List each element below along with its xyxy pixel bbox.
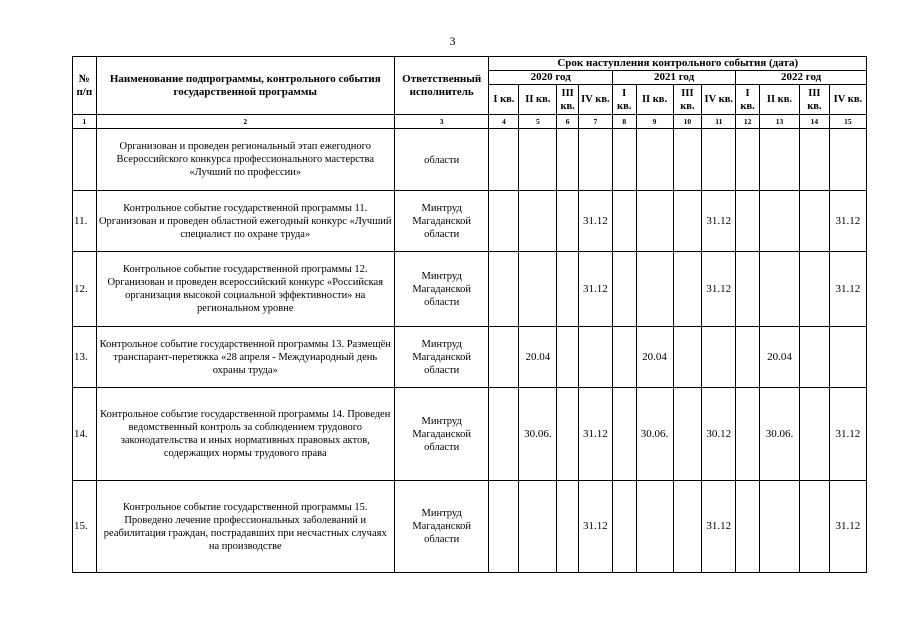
row-number: 11.: [73, 191, 97, 252]
quarter-date-cell: [736, 327, 760, 388]
quarter-date-cell: [519, 129, 557, 191]
column-number: 1: [73, 115, 97, 129]
quarter-date-cell: [759, 191, 799, 252]
quarter-date-cell: 31.12: [578, 191, 612, 252]
quarter-date-cell: [799, 388, 829, 481]
quarter-date-cell: 31.12: [829, 481, 866, 573]
row-number: 15.: [73, 481, 97, 573]
column-numbers-row: [73, 115, 867, 129]
quarter-date-cell: [673, 252, 702, 327]
quarter-date-cell: [519, 252, 557, 327]
quarter-date-cell: [736, 481, 760, 573]
event-name: Контрольное событие государственной программы 11. Организован и проведен областной ежегодный конкурс «Лучший специалист по охране труда»: [96, 191, 394, 252]
quarter-date-cell: [736, 252, 760, 327]
quarter-date-cell: 20.04: [636, 327, 673, 388]
header-quarter: II кв.: [636, 85, 673, 115]
event-name: Контрольное событие государственной программы 14. Проведен ведомственный контроль за соблюдением трудового законодательства и иных нормативных правовых актов, содержащих нормы трудового права: [96, 388, 394, 481]
quarter-date-cell: [557, 327, 579, 388]
column-number: 13: [759, 115, 799, 129]
header-quarter: I кв.: [489, 85, 519, 115]
column-number: 14: [799, 115, 829, 129]
control-events-table: [72, 56, 867, 573]
quarter-date-cell: 30.06.: [636, 388, 673, 481]
header-quarter: III кв.: [557, 85, 579, 115]
column-number: 10: [673, 115, 702, 129]
responsible-executor: Минтруд Магаданской области: [394, 481, 489, 573]
quarter-date-cell: [702, 327, 736, 388]
responsible-executor: Минтруд Магаданской области: [394, 388, 489, 481]
quarter-date-cell: 31.12: [702, 252, 736, 327]
quarter-date-cell: [489, 327, 519, 388]
header-year-2020: 2020 год: [489, 71, 612, 85]
quarter-date-cell: [799, 252, 829, 327]
quarter-date-cell: [702, 129, 736, 191]
table-row: [73, 129, 867, 191]
quarter-date-cell: 30.06.: [759, 388, 799, 481]
header-quarter: II кв.: [759, 85, 799, 115]
column-number: 9: [636, 115, 673, 129]
quarter-date-cell: [759, 129, 799, 191]
quarter-date-cell: [557, 388, 579, 481]
column-number: 12: [736, 115, 760, 129]
column-number: 11: [702, 115, 736, 129]
responsible-executor: области: [394, 129, 489, 191]
quarter-date-cell: 31.12: [702, 191, 736, 252]
quarter-date-cell: [578, 327, 612, 388]
table-row: [73, 191, 867, 252]
header-quarter: III кв.: [673, 85, 702, 115]
quarter-date-cell: [578, 129, 612, 191]
column-number: 7: [578, 115, 612, 129]
responsible-executor: Минтруд Магаданской области: [394, 252, 489, 327]
table-row: [73, 481, 867, 573]
header-quarter: IV кв.: [829, 85, 866, 115]
column-number: 3: [394, 115, 489, 129]
quarter-date-cell: 31.12: [829, 388, 866, 481]
column-number: 8: [612, 115, 636, 129]
quarter-date-cell: [799, 129, 829, 191]
quarter-date-cell: [612, 129, 636, 191]
row-number: [73, 129, 97, 191]
quarter-date-cell: 31.12: [578, 388, 612, 481]
quarter-date-cell: [489, 252, 519, 327]
quarter-date-cell: [557, 481, 579, 573]
header-quarter: IV кв.: [578, 85, 612, 115]
column-number: 4: [489, 115, 519, 129]
quarter-date-cell: [489, 191, 519, 252]
header-no: № п/п: [73, 57, 97, 115]
header-year-2021: 2021 год: [612, 71, 735, 85]
quarter-date-cell: [799, 327, 829, 388]
header-year-2022: 2022 год: [736, 71, 867, 85]
column-number: 6: [557, 115, 579, 129]
quarter-date-cell: [673, 191, 702, 252]
responsible-executor: Минтруд Магаданской области: [394, 191, 489, 252]
header-quarter: I кв.: [736, 85, 760, 115]
header-quarter: I кв.: [612, 85, 636, 115]
header-responsible: Ответственный исполнитель: [394, 57, 489, 115]
quarter-date-cell: [612, 388, 636, 481]
page-number: 3: [449, 34, 456, 48]
row-number: 14.: [73, 388, 97, 481]
row-number: 13.: [73, 327, 97, 388]
quarter-date-cell: [636, 129, 673, 191]
quarter-date-cell: [736, 129, 760, 191]
quarter-date-cell: 30.06.: [519, 388, 557, 481]
quarter-date-cell: [799, 481, 829, 573]
quarter-date-cell: [799, 191, 829, 252]
quarter-date-cell: [489, 481, 519, 573]
quarter-date-cell: [736, 191, 760, 252]
row-number: 12.: [73, 252, 97, 327]
column-number: 5: [519, 115, 557, 129]
table-row: [73, 252, 867, 327]
quarter-date-cell: [829, 129, 866, 191]
quarter-date-cell: 30.12: [702, 388, 736, 481]
quarter-date-cell: [519, 481, 557, 573]
header-quarter: II кв.: [519, 85, 557, 115]
column-number: 15: [829, 115, 866, 129]
quarter-date-cell: 20.04: [759, 327, 799, 388]
event-name: Контрольное событие государственной программы 12. Организован и проведен всероссийский конкурс «Российская организация высокой социальной эффективности» на региональном уровне: [96, 252, 394, 327]
quarter-date-cell: [612, 252, 636, 327]
quarter-date-cell: [673, 388, 702, 481]
quarter-date-cell: [736, 388, 760, 481]
quarter-date-cell: [636, 252, 673, 327]
table-row: [73, 388, 867, 481]
quarter-date-cell: 31.12: [829, 252, 866, 327]
column-number: 2: [96, 115, 394, 129]
header-quarter: IV кв.: [702, 85, 736, 115]
header-term: Срок наступления контрольного события (дата): [489, 57, 867, 71]
event-name: Контрольное событие государственной программы 13. Размещён транспарант-перетяжка «28 апреля - Международный день охраны труда»: [96, 327, 394, 388]
quarter-date-cell: [673, 129, 702, 191]
event-name: Контрольное событие государственной программы 15. Проведено лечение профессиональных заболеваний и реабилитация граждан, пострадавших при несчастных случаях на производстве: [96, 481, 394, 573]
quarter-date-cell: [519, 191, 557, 252]
quarter-date-cell: [829, 327, 866, 388]
quarter-date-cell: [759, 481, 799, 573]
quarter-date-cell: [636, 481, 673, 573]
quarter-date-cell: 20.04: [519, 327, 557, 388]
quarter-date-cell: 31.12: [578, 481, 612, 573]
quarter-date-cell: [489, 388, 519, 481]
quarter-date-cell: [557, 252, 579, 327]
quarter-date-cell: [557, 191, 579, 252]
quarter-date-cell: [612, 481, 636, 573]
header-name: Наименование подпрограммы, контрольного события государственной программы: [96, 57, 394, 115]
quarter-date-cell: [636, 191, 673, 252]
header-quarter: III кв.: [799, 85, 829, 115]
quarter-date-cell: [759, 252, 799, 327]
quarter-date-cell: 31.12: [702, 481, 736, 573]
quarter-date-cell: 31.12: [829, 191, 866, 252]
quarter-date-cell: 31.12: [578, 252, 612, 327]
quarter-date-cell: [489, 129, 519, 191]
quarter-date-cell: [673, 481, 702, 573]
quarter-date-cell: [673, 327, 702, 388]
table-row: [73, 327, 867, 388]
responsible-executor: Минтруд Магаданской области: [394, 327, 489, 388]
quarter-date-cell: [612, 327, 636, 388]
event-name: Организован и проведен региональный этап ежегодного Всероссийского конкурса профессионального мастерства «Лучший по профессии»: [96, 129, 394, 191]
quarter-date-cell: [557, 129, 579, 191]
quarter-date-cell: [612, 191, 636, 252]
